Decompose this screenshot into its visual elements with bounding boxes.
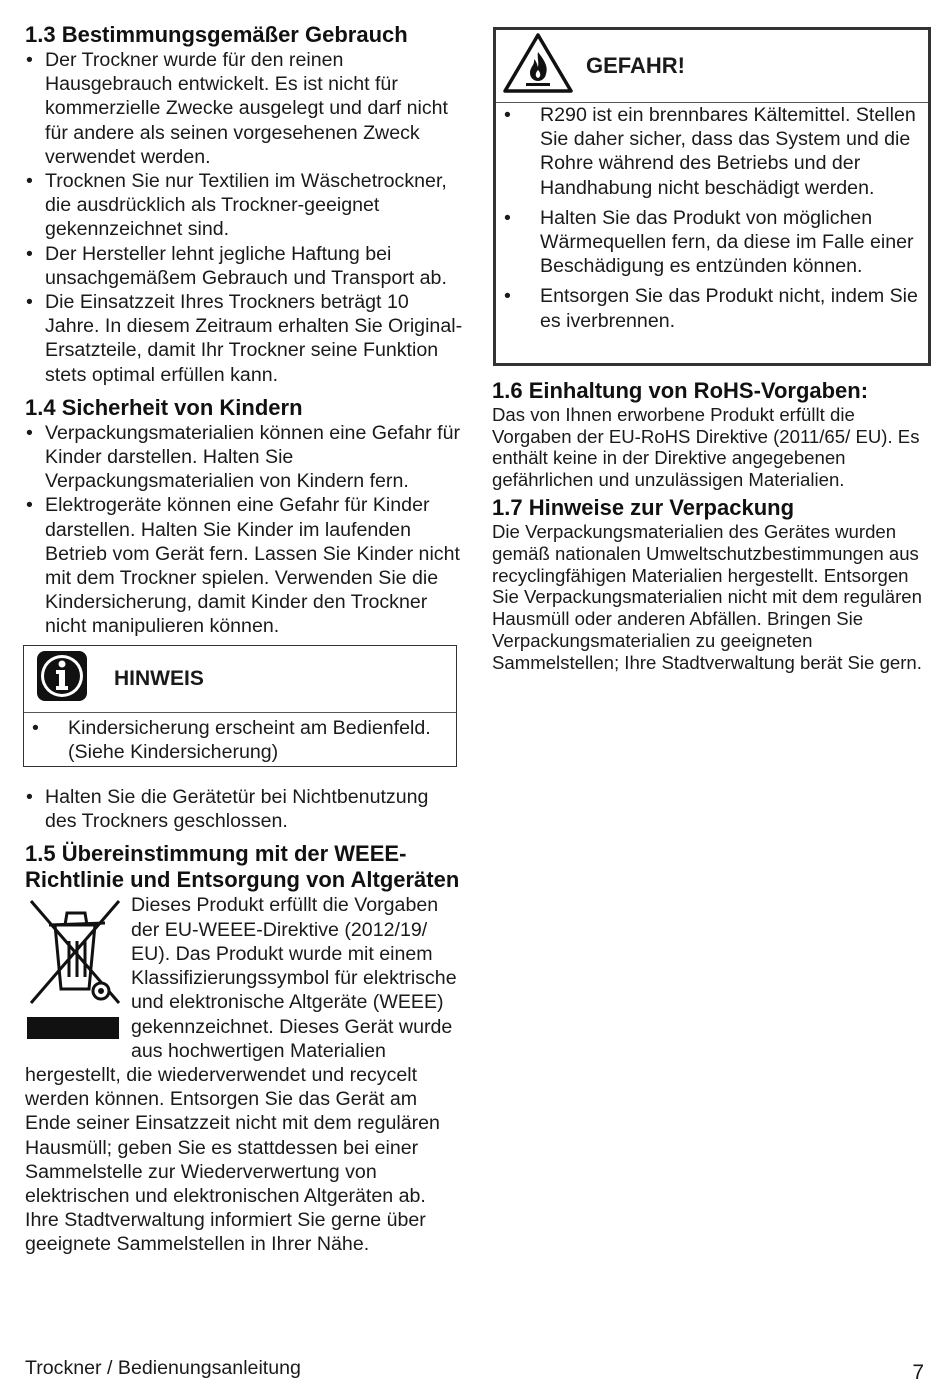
section-1-3-list bbox=[25, 48, 463, 387]
section-1-6-text: Das von Ihnen erworbene Produkt erfüllt die Vorgaben der EU-RoHS Direktive (2011/65/ EU). Es enthält keine in der Direktive angegebenen gefährlichen und unzulässigen Materialien. bbox=[492, 403, 920, 491]
right-column bbox=[492, 22, 932, 674]
hinweis-body bbox=[24, 712, 456, 766]
door-list bbox=[25, 785, 463, 833]
section-1-5-text: Dieses Produkt erfüllt die Vorgaben der EU-WEEE-Direktive (2012/19/ EU). Das Produkt wurde mit einem Klassifizierungssymbol für elektrische und elektronische Altgeräte (WEEE) gekennzeichnet. Dieses Gerät wurde aus hochwertigen Materialien hergestellt, die wiederverwendet und recycelt werden können. Entsorgen Sie das Gerät am Ende seiner Einsatzzeit nicht mit dem regulären Hausmüll; geben Sie es stattdessen bei einer Sammelstelle zur Wiederverwertung von elektrischen und elektronischen Altgeräten ab. Ihre Stadtverwaltung informiert Sie gerne über geeignete Sammelstellen in Ihrer Nähe. bbox=[25, 894, 457, 1256]
info-icon bbox=[36, 650, 88, 708]
list-item: • Verpackungsmaterialien können eine Gefahr für Kinder darstellen. Halten Sie Verpackungsmaterialien von Kindern fern. bbox=[25, 421, 463, 494]
weee-bin-icon bbox=[25, 895, 125, 1045]
list-item: • Die Einsatzzeit Ihres Trockners beträgt 10 Jahre. In diesem Zeitraum erhalten Sie Original-Ersatzteile, damit Ihr Trockner seine Funktion stets optimal erfüllen kann. bbox=[25, 290, 463, 387]
section-1-7-text: Die Verpackungsmaterialien des Gerätes wurden gemäß nationalen Umweltschutzbestimmungen aus recyclingfähigen Materialien hergestellt. Entsorgen Sie Verpackungsmaterialien nicht mit dem regulären Hausmüll oder anderen Abfällen. Bringen Sie Verpackungsmaterialien zu geeigneten Sammelstellen; Ihre Stadtverwaltung berät Sie gern. bbox=[492, 521, 922, 673]
weee-bar bbox=[27, 1017, 119, 1039]
gefahr-box bbox=[493, 27, 931, 366]
list-item: • Halten Sie das Produkt von möglichen Wärmequellen fern, da diese im Falle einer Beschädigung es entzünden können. bbox=[504, 206, 914, 278]
hinweis-header bbox=[24, 646, 456, 712]
section-1-6-heading: 1.6 Einhaltung von RoHS-Vorgaben: bbox=[492, 377, 869, 403]
list-item: • Der Hersteller lehnt jegliche Haftung bei unsachgemäßem Gebrauch und Transport ab. bbox=[25, 242, 463, 290]
section-1-5-body bbox=[25, 893, 463, 1256]
page-number: 7 bbox=[912, 1361, 924, 1384]
list-item: • Der Trockner wurde für den reinen Hausgebrauch entwickelt. Es ist nicht für kommerzielle Zwecke ausgelegt und darf nicht für andere als seinen vorgesehenen Zweck verwendet werden. bbox=[25, 48, 463, 169]
hinweis-box bbox=[23, 645, 457, 767]
section-1-3-heading: 1.3 Bestimmungsgemäßer Gebrauch bbox=[25, 22, 408, 47]
hinweis-title: HINWEIS bbox=[114, 666, 204, 690]
list-item: • Kindersicherung erscheint am Bedienfeld. (Siehe Kindersicherung) bbox=[32, 716, 431, 763]
gefahr-header bbox=[496, 30, 928, 102]
footer-doc-title: Trockner / Bedienungsanleitung bbox=[25, 1357, 301, 1379]
left-column bbox=[25, 22, 463, 1257]
list-item: • Entsorgen Sie das Produkt nicht, indem Sie es iverbrennen. bbox=[504, 285, 918, 332]
section-1-5-heading: 1.5 Übereinstimmung mit der WEEE-Richtlinie und Entsorgung von Altgeräten bbox=[25, 841, 460, 893]
list-item: • R290 ist ein brennbares Kältemittel. Stellen Sie daher sicher, dass das System und die Rohre während des Betriebs und der Handhabung nicht beschädigt werden. bbox=[504, 104, 916, 199]
hinweis-text: Kindersicherung erscheint am Bedienfeld. (Siehe Kindersicherung) bbox=[68, 716, 431, 763]
section-1-4-list bbox=[25, 421, 463, 639]
gefahr-title: GEFAHR! bbox=[586, 52, 685, 78]
list-item: • Trocknen Sie nur Textilien im Wäschetrockner, die ausdrücklich als Trockner-geeignet gekennzeichnet sind. bbox=[25, 169, 463, 242]
list-item: • Elektrogeräte können eine Gefahr für Kinder darstellen. Halten Sie Kinder im laufenden Betrieb vom Gerät fern. Lassen Sie Kinder nicht mit dem Trockner spielen. Verwenden Sie die Kindersicherung, damit Kinder den Trockner nicht manipulieren können. bbox=[25, 493, 463, 638]
flammable-warning-icon bbox=[502, 32, 574, 100]
section-1-4-heading: 1.4 Sicherheit von Kindern bbox=[25, 394, 303, 420]
gefahr-body bbox=[496, 102, 928, 363]
list-item: • Halten Sie die Gerätetür bei Nichtbenutzung des Trockners geschlossen. bbox=[25, 785, 463, 833]
section-1-7-heading: 1.7 Hinweise zur Verpackung bbox=[492, 495, 795, 521]
